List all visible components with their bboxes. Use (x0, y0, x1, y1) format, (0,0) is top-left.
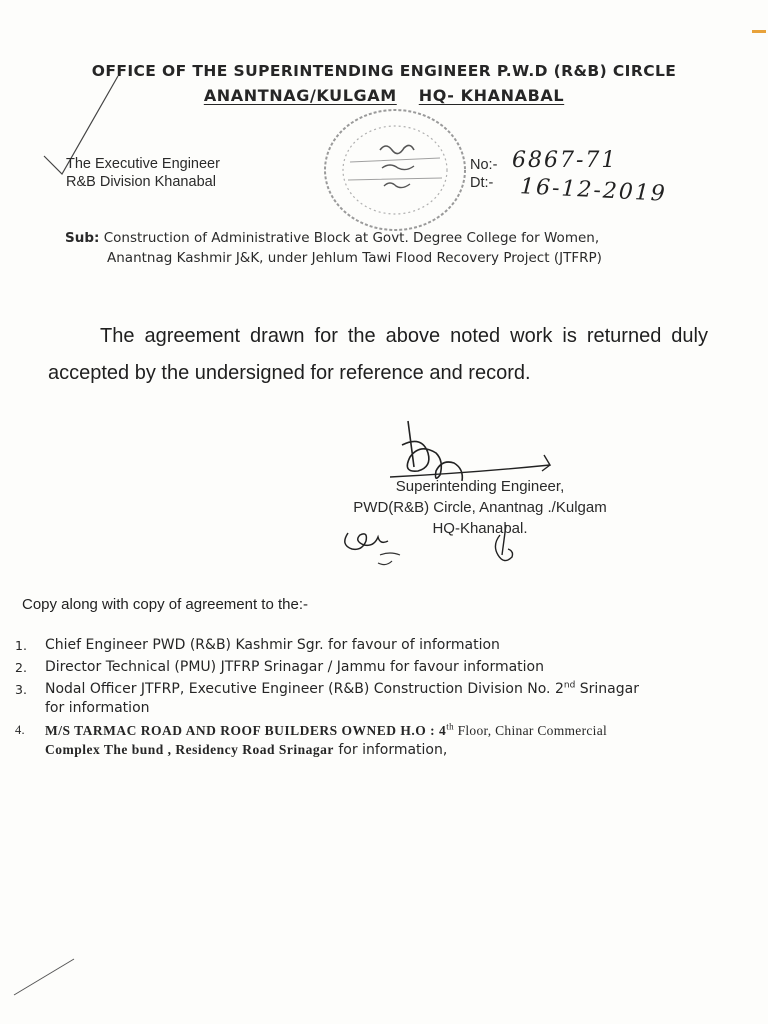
corner-mark (752, 30, 766, 33)
subject-label: Sub: (65, 230, 100, 246)
list-superscript: th (446, 721, 454, 732)
subject-line-2: Anantnag Kashmir J&K, under Jehlum Tawi Flood Recovery Project (JTFRP) (107, 250, 602, 266)
list-text-cont: Floor, Chinar Commercial (453, 723, 608, 738)
received-stamp (310, 100, 480, 240)
copy-heading: Copy along with copy of agreement to the:- (22, 596, 308, 613)
signature-block (320, 476, 640, 539)
list-number: 2. (15, 660, 27, 675)
reference-number: 6867-71 (512, 148, 618, 173)
list-number: 4. (15, 723, 25, 737)
signatory-hq: HQ-Khanabal. (432, 520, 528, 537)
list-item (15, 680, 755, 718)
list-text-wrap: Complex The bund , Residency Road Srinagar (45, 742, 334, 757)
list-superscript: nd (563, 680, 576, 691)
list-text-wrap: for information (45, 700, 150, 716)
list-text: Director Technical (PMU) JTFRP Srinagar / Jammu for favour information (45, 659, 544, 675)
letterhead-office: OFFICE OF THE SUPERINTENDING ENGINEER P.W.D (R&B) CIRCLE (91, 62, 677, 80)
pen-stroke (10, 955, 80, 1000)
subject-block (65, 228, 755, 268)
list-item (15, 658, 755, 677)
letter-body (48, 318, 708, 392)
reference-date: 16-12-2019 (519, 174, 668, 207)
recipient-block (66, 155, 220, 191)
copy-list (15, 636, 755, 763)
list-number: 1. (15, 638, 27, 653)
reference-labels (470, 156, 497, 192)
subject-line-1: Construction of Administrative Block at Govt. Degree College for Women, (103, 230, 600, 246)
list-text-tail: for information, (333, 742, 448, 758)
list-text: Chief Engineer PWD (R&B) Kashmir Sgr. for favour of information (45, 637, 500, 653)
recipient-title: The Executive Engineer (66, 156, 220, 172)
list-item (15, 721, 755, 760)
recipient-division: R&B Division Khanabal (66, 174, 216, 190)
body-text: The agreement drawn for the above noted work is returned duly accepted by the undersigned for reference and record. (48, 325, 708, 384)
list-number: 3. (15, 682, 27, 697)
list-item (15, 636, 755, 655)
signatory-designation: Superintending Engineer, (395, 478, 565, 495)
reference-date-label: Dt:- (470, 175, 494, 191)
reference-no-label: No:- (470, 157, 498, 173)
letterhead-hq: HQ- KHANABAL (418, 86, 565, 105)
letterhead-district: ANANTNAG/KULGAM (203, 86, 397, 105)
list-text: Nodal Officer JTFRP, Executive Engineer (R&B) Construction Division No. 2 (45, 681, 564, 697)
list-text-cont: Srinagar (575, 681, 639, 697)
list-text: M/S TARMAC ROAD AND ROOF BUILDERS OWNED H.O : 4 (45, 723, 447, 738)
signatory-office: PWD(R&B) Circle, Anantnag ./Kulgam (353, 499, 607, 516)
